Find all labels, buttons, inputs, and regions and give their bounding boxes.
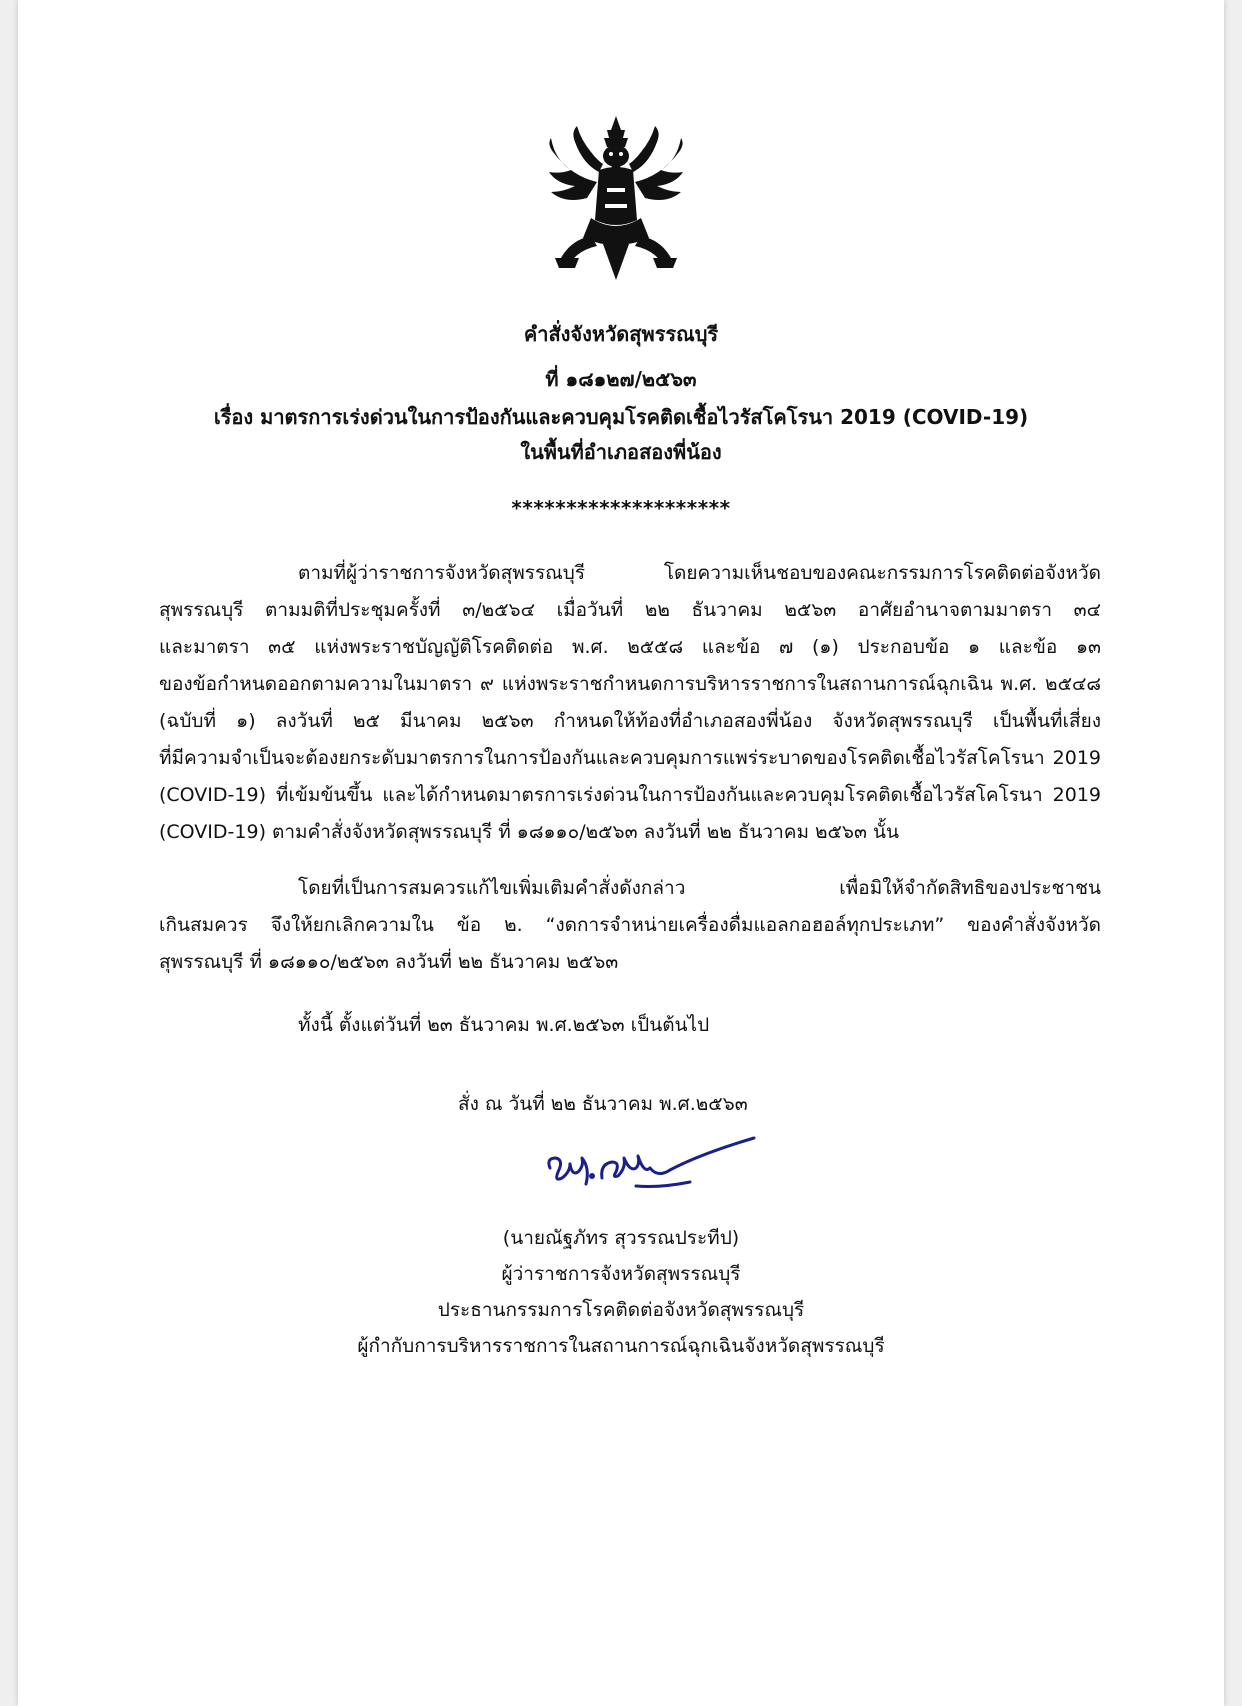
signer-name: (นายณัฐภัทร สุวรรณประทีป): [502, 1227, 740, 1249]
separator: ********************: [511, 496, 731, 520]
paragraph-line: (COVID-19) ที่เข้มข้นขึ้น และได้กำหนดมาตรการเร่งด่วนในการป้องกันและควบคุมโรคติดเชื้อไวรัสโคโรนา 2019: [159, 784, 1101, 806]
paragraph-line: ตามที่ผู้ว่าราชการจังหวัดสุพรรณบุรี โดยความเห็นชอบของคณะกรรมการโรคติดต่อจังหวัด: [298, 562, 1101, 584]
signature-image: [540, 1128, 760, 1202]
signer-position: ผู้กำกับการบริหารราชการในสถานการณ์ฉุกเฉินจังหวัดสุพรรณบุรี: [357, 1335, 885, 1357]
paragraph-line: เกินสมควร จึงให้ยกเลิกความใน ข้อ ๒. “งดการจำหน่ายเครื่องดื่มแอลกอฮอล์ทุกประเภท” ของคำสั่งจังหวัด: [159, 914, 1101, 936]
paragraph-line: สุพรรณบุรี ตามมติที่ประชุมครั้งที่ ๓/๒๕๖๔ เมื่อวันที่ ๒๒ ธันวาคม ๒๕๖๓ อาศัยอำนาจตามมาตรา ๓๔: [159, 599, 1101, 621]
order-date: สั่ง ณ วันที่ ๒๒ ธันวาคม พ.ศ.๒๕๖๓: [458, 1093, 748, 1115]
paragraph-line: ของข้อกำหนดออกตามความในมาตรา ๙ แห่งพระราชกำหนดการบริหารราชการในสถานการณ์ฉุกเฉิน พ.ศ. ๒๕๔๘: [159, 673, 1101, 695]
signer-position: ผู้ว่าราชการจังหวัดสุพรรณบุรี: [501, 1263, 741, 1285]
order-title: คำสั่งจังหวัดสุพรรณบุรี: [523, 322, 719, 346]
order-number: ที่ ๑๘๑๒๗/๒๕๖๓: [545, 367, 697, 391]
signer-position: ประธานกรรมการโรคติดต่อจังหวัดสุพรรณบุรี: [437, 1299, 805, 1321]
garuda-emblem-icon: [541, 112, 691, 284]
paragraph-line: ที่มีความจำเป็นจะต้องยกระดับมาตรการในการป้องกันและควบคุมการแพร่ระบาดของโรคติดเชื้อไวรัสโคโรนา 2019: [159, 747, 1101, 769]
effective-date: ทั้งนี้ ตั้งแต่วันที่ ๒๓ ธันวาคม พ.ศ.๒๕๖๓ เป็นต้นไป: [298, 1014, 710, 1036]
paragraph-line: สุพรรณบุรี ที่ ๑๘๑๑๐/๒๕๖๓ ลงวันที่ ๒๒ ธันวาคม ๒๕๖๓: [159, 951, 619, 973]
paragraph-line: โดยที่เป็นการสมควรแก้ไขเพิ่มเติมคำสั่งดังกล่าว เพื่อมิให้จำกัดสิทธิของประชาชน: [298, 877, 1101, 899]
order-area: ในพื้นที่อำเภอสองพี่น้อง: [520, 440, 722, 464]
paragraph-line: (COVID-19) ตามคำสั่งจังหวัดสุพรรณบุรี ที่ ๑๘๑๑๐/๒๕๖๓ ลงวันที่ ๒๒ ธันวาคม ๒๕๖๓ นั้น: [159, 821, 899, 843]
paragraph-line: (ฉบับที่ ๑) ลงวันที่ ๒๕ มีนาคม ๒๕๖๓ กำหนดให้ท้องที่อำเภอสองพี่น้อง จังหวัดสุพรรณบุรี เป็นพื้นที่เสี่ยง: [159, 710, 1101, 732]
order-subject: เรื่อง มาตรการเร่งด่วนในการป้องกันและควบคุมโรคติดเชื้อไวรัสโคโรนา 2019 (COVID-19): [213, 405, 1029, 429]
paragraph-line: และมาตรา ๓๕ แห่งพระราชบัญญัติโรคติดต่อ พ.ศ. ๒๕๕๘ และข้อ ๗ (๑) ประกอบข้อ ๑ และข้อ ๑๓: [159, 636, 1101, 658]
